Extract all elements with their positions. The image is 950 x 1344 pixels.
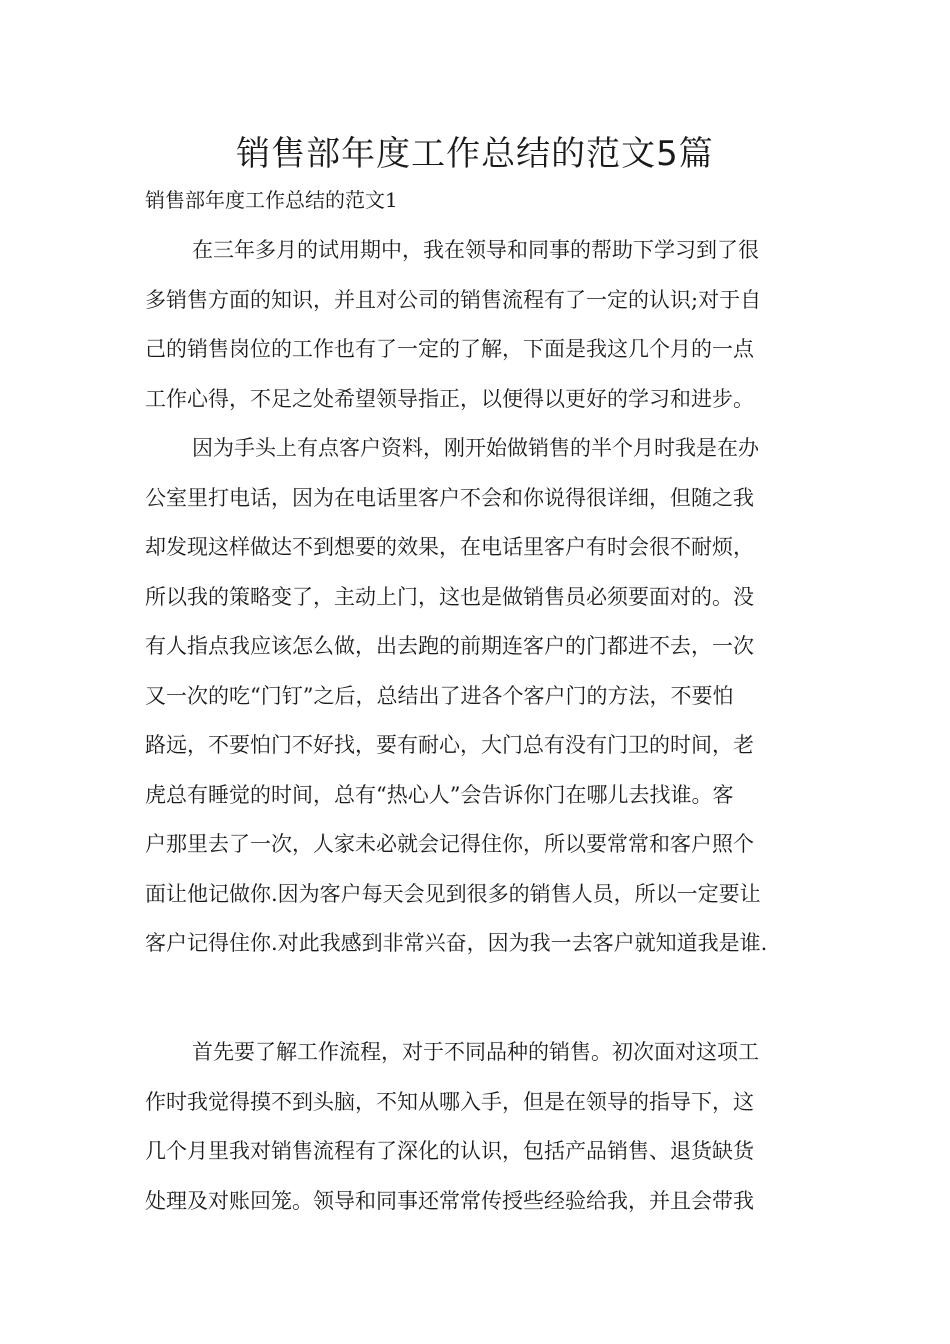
paragraph-line: 有人指点我应该怎么做，出去跑的前期连客户的门都进不去，一次 — [145, 634, 754, 658]
paragraph-line: 虎总有睡觉的时间，总有“热心人”会告诉你门在哪儿去找谁。客 — [145, 782, 734, 807]
paragraph-line: 却发现这样做达不到想要的效果，在电话里客户有时会很不耐烦， — [145, 535, 754, 559]
paragraph-line: 在三年多月的试用期中，我在领导和同事的帮助下学习到了很 — [192, 238, 759, 262]
paragraph-line: 首先要了解工作流程，对于不同品种的销售。初次面对这项工 — [192, 1040, 759, 1064]
paragraph-line: 又一次的吃“门钉”之后，总结出了进各个客户门的方法，不要怕 — [145, 683, 734, 708]
paragraph-1 — [145, 226, 810, 424]
paragraph-line: 多销售方面的知识，并且对公司的销售流程有了一定的认识;对于自 — [145, 287, 762, 312]
document-title: 销售部年度工作总结的范文5篇 — [236, 134, 714, 174]
paragraph-line: 工作心得，不足之处希望领导指正，以便得以更好的学习和进步。 — [145, 386, 754, 411]
paragraph-line: 处理及对账回笼。领导和同事还常常传授些经验给我，并且会带我 — [145, 1188, 754, 1213]
paragraph-line: 己的销售岗位的工作也有了一定的了解，下面是我这几个月的一点 — [145, 337, 754, 361]
paragraph-line: 公室里打电话，因为在电话里客户不会和你说得很详细，但随之我 — [145, 485, 754, 510]
paragraph-line: 客户记得住你.对此我感到非常兴奋，因为我一去客户就知道我是谁. — [145, 931, 768, 955]
paragraph-2 — [145, 424, 810, 969]
paragraph-line: 路远，不要怕门不好找，要有耐心，大门总有没有门卫的时间，老 — [145, 733, 754, 757]
paragraph-3 — [145, 1028, 810, 1226]
paragraph-line: 因为手头上有点客户资料，刚开始做销售的半个月时我是在办 — [192, 436, 759, 460]
paragraph-line: 面让他记做你.因为客户每天会见到很多的销售人员，所以一定要让 — [145, 881, 761, 906]
paragraph-line: 所以我的策略变了，主动上门，这也是做销售员必须要面对的。没 — [145, 584, 754, 609]
paragraph-line: 几个月里我对销售流程有了深化的认识，包括产品销售、退货缺货 — [145, 1139, 754, 1163]
paragraph-line: 作时我觉得摸不到头脑，不知从哪入手，但是在领导的指导下，这 — [145, 1089, 754, 1114]
paragraph-line: 户那里去了一次，人家未必就会记得住你，所以要常常和客户照个 — [145, 832, 754, 856]
section-subheading: 销售部年度工作总结的范文1 — [145, 188, 398, 212]
